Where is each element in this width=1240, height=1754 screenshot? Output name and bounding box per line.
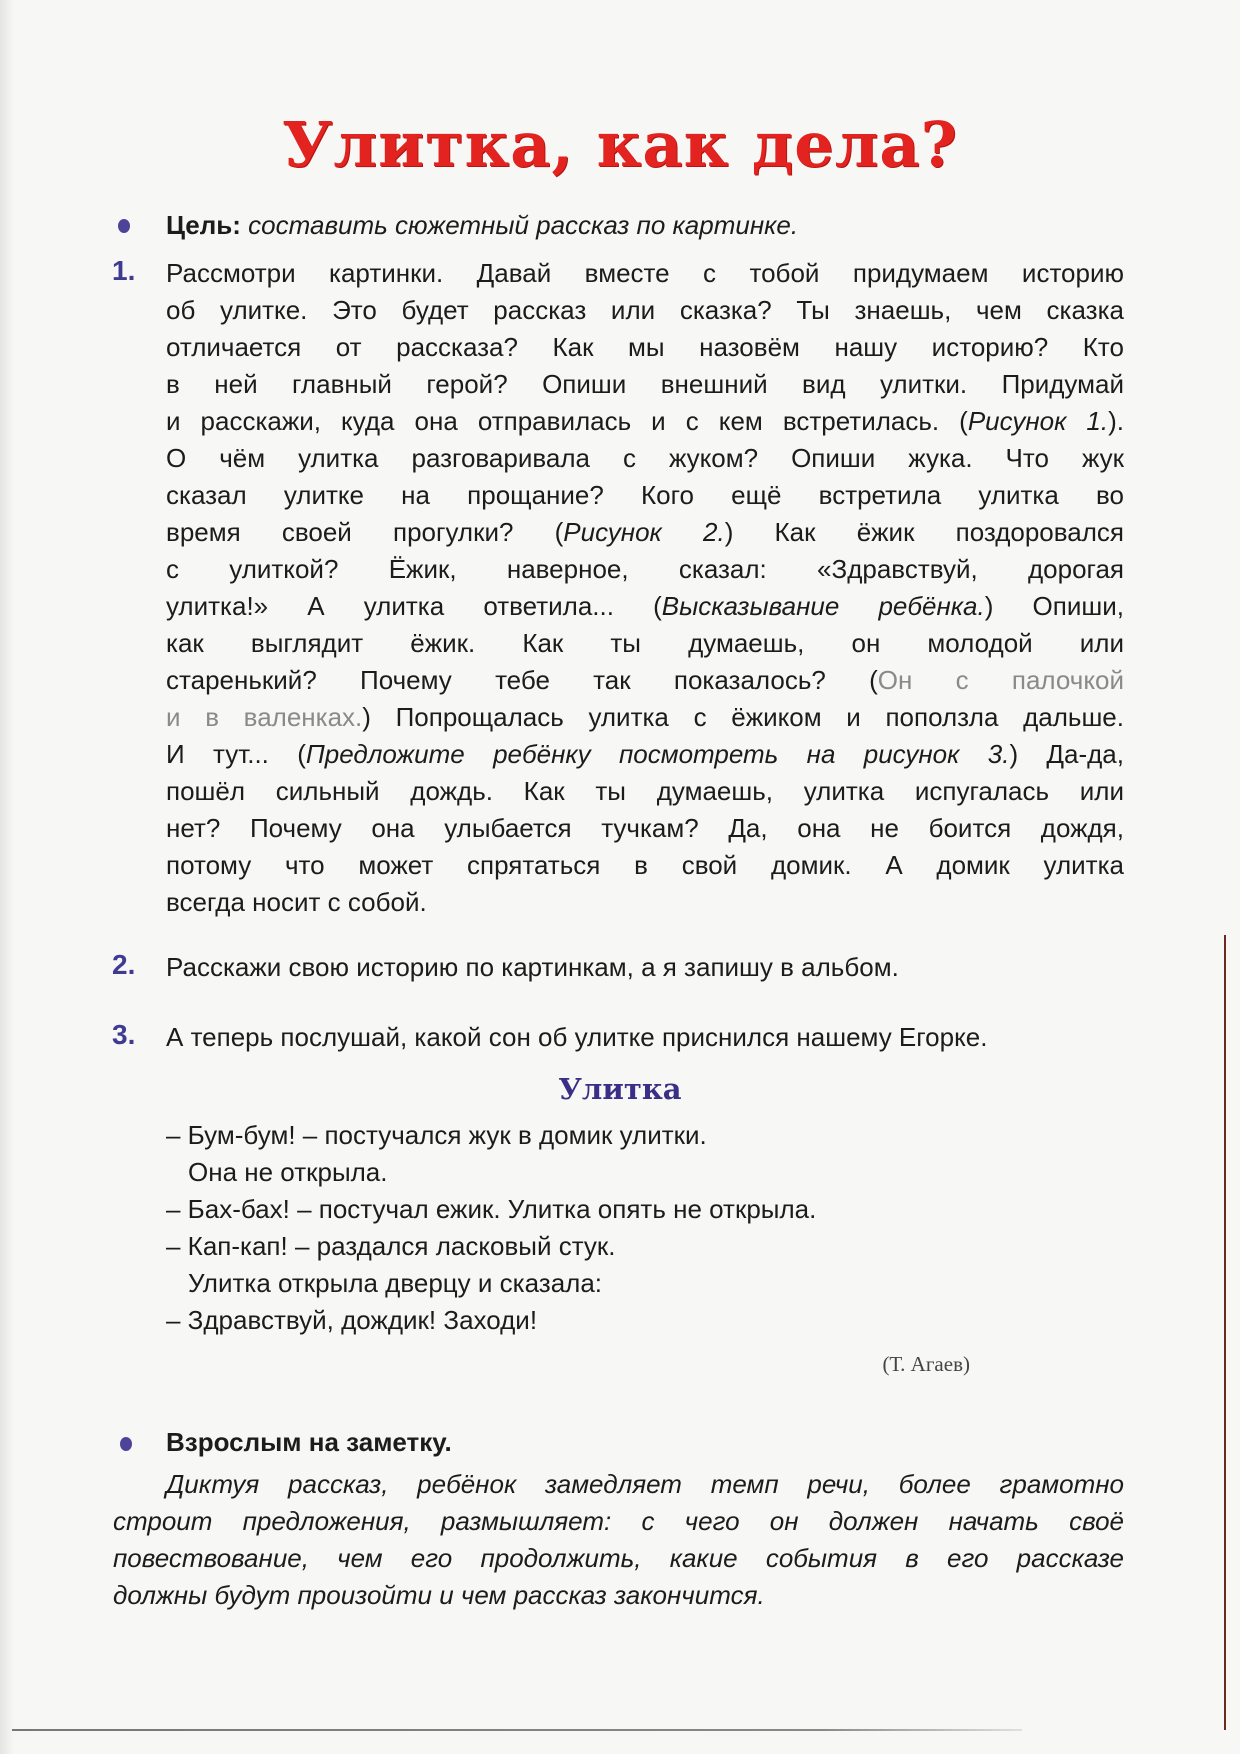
bullet-icon [120, 1437, 132, 1451]
text-segment: Рассмотри картинки. Давай вместе с тобой придумаем историю [166, 258, 1124, 288]
task-number: 1. [112, 255, 136, 286]
text-line [166, 255, 1124, 292]
poem [166, 1117, 816, 1339]
text-line [166, 884, 1124, 921]
poem-line: Улитка открыла дверцу и сказала: [188, 1268, 603, 1298]
text-segment: А теперь послушай, какой сон об улитке приснился нашему Егорке. [166, 1022, 988, 1052]
text-line [166, 588, 1124, 625]
goal-line [166, 207, 798, 244]
page-bottom-rule [12, 1729, 1022, 1731]
text-segment: с улиткой? Ёжик, наверное, сказал: «Здравствуй, дорогая [166, 554, 1124, 584]
page-edge-rule [1224, 935, 1226, 1730]
poem-line: – Бум-бум! – постучался жук в домик улитки. [166, 1120, 707, 1150]
text-line [166, 366, 1124, 403]
bullet-icon [118, 219, 130, 233]
scan-edge-shadow [0, 0, 14, 1754]
text-segment: нет? Почему она улыбается тучкам? Да, она не боится дождя, [166, 813, 1124, 843]
note-line: должны будут произойти и чем рассказ закончится. [113, 1580, 765, 1610]
task-2-text [166, 949, 1124, 986]
poem-author: (Т. Агаев) [882, 1352, 970, 1376]
text-segment: ) Попрощалась улитка с ёжиком и поползла дальше. [362, 702, 1124, 732]
italic-remark: Рисунок 2. [563, 517, 725, 547]
page-title: Улитка, как дела? [282, 108, 958, 181]
text-line [166, 736, 1124, 773]
note-heading: Взрослым на заметку. [166, 1427, 452, 1457]
text-segment: старенький? Почему тебе так показалось? ( [166, 665, 878, 695]
text-line [166, 699, 1124, 736]
text-segment: О чём улитка разговаривала с жуком? Опиши жука. Что жук [166, 443, 1124, 473]
italic-remark: Рисунок 1. [967, 406, 1109, 436]
text-segment: как выглядит ёжик. Как ты думаешь, он молодой или [166, 628, 1124, 658]
poem-line: – Кап-кап! – раздался ласковый стук. [166, 1231, 616, 1261]
text-line [166, 477, 1124, 514]
task-1-text [166, 255, 1124, 921]
text-line [166, 329, 1124, 366]
poem-title: Улитка [558, 1072, 682, 1106]
text-segment: потому что может спрятаться в свой домик. А домик улитка [166, 850, 1124, 880]
text-segment: Расскажи свою историю по картинкам, а я запишу в альбом. [166, 952, 899, 982]
gray-remark: Он с палочкой [877, 665, 1124, 695]
text-segment: об улитке. Это будет рассказ или сказка? Ты знаешь, чем сказка [166, 295, 1124, 325]
text-segment: в ней главный герой? Опиши внешний вид улитки. Придумай [166, 369, 1124, 399]
italic-remark: Высказывание ребёнка. [661, 591, 985, 621]
poem-line: – Бах-бах! – постучал ежик. Улитка опять не открыла. [166, 1194, 817, 1224]
text-line [166, 514, 1124, 551]
text-segment: ) Как ёжик поздоровался [724, 517, 1124, 547]
text-line [166, 847, 1124, 884]
text-segment: всегда носит с собой. [166, 887, 427, 917]
text-segment: время своей прогулки? ( [166, 517, 564, 547]
text-line [166, 551, 1124, 588]
task-3-text [166, 1019, 1124, 1056]
text-segment: и расскажи, куда она отправилась и с кем встретилась. ( [166, 406, 968, 436]
note-paragraph [113, 1466, 1124, 1614]
note-line: строит предложения, размышляет: с чего он должен начать своё [113, 1506, 1124, 1536]
goal-label: Цель: [166, 210, 241, 240]
text-segment: И тут... ( [166, 739, 306, 769]
text-line [166, 810, 1124, 847]
text-segment: пошёл сильный дождь. Как ты думаешь, улитка испугалась или [166, 776, 1124, 806]
task-number: 3. [112, 1019, 136, 1050]
goal-text: составить сюжетный рассказ по картинке. [248, 210, 799, 240]
note-line: повествование, чем его продолжить, какие события в его рассказе [113, 1543, 1124, 1573]
poem-line: Она не открыла. [188, 1157, 388, 1187]
text-line [166, 403, 1124, 440]
text-line [166, 440, 1124, 477]
text-line [166, 773, 1124, 810]
text-segment: ) Опиши, [984, 591, 1124, 621]
text-line [166, 292, 1124, 329]
text-segment: ). [1108, 406, 1124, 436]
italic-remark: Предложите ребёнку посмотреть на рисунок 3. [305, 739, 1010, 769]
task-number: 2. [112, 949, 136, 980]
gray-remark: и в валенках. [166, 702, 363, 732]
text-segment: сказал улитке на прощание? Кого ещё встретила улитка во [166, 480, 1124, 510]
note-line: Диктуя рассказ, ребёнок замедляет темп речи, более грамотно [166, 1469, 1124, 1499]
text-segment: ) Да-да, [1009, 739, 1124, 769]
text-segment: улитка!» А улитка ответила... ( [166, 591, 662, 621]
text-line [166, 662, 1124, 699]
text-line [166, 949, 1124, 986]
text-line [166, 1019, 1124, 1056]
text-line [166, 625, 1124, 662]
text-segment: отличается от рассказа? Как мы назовём нашу историю? Кто [166, 332, 1124, 362]
poem-line: – Здравствуй, дождик! Заходи! [166, 1305, 538, 1335]
